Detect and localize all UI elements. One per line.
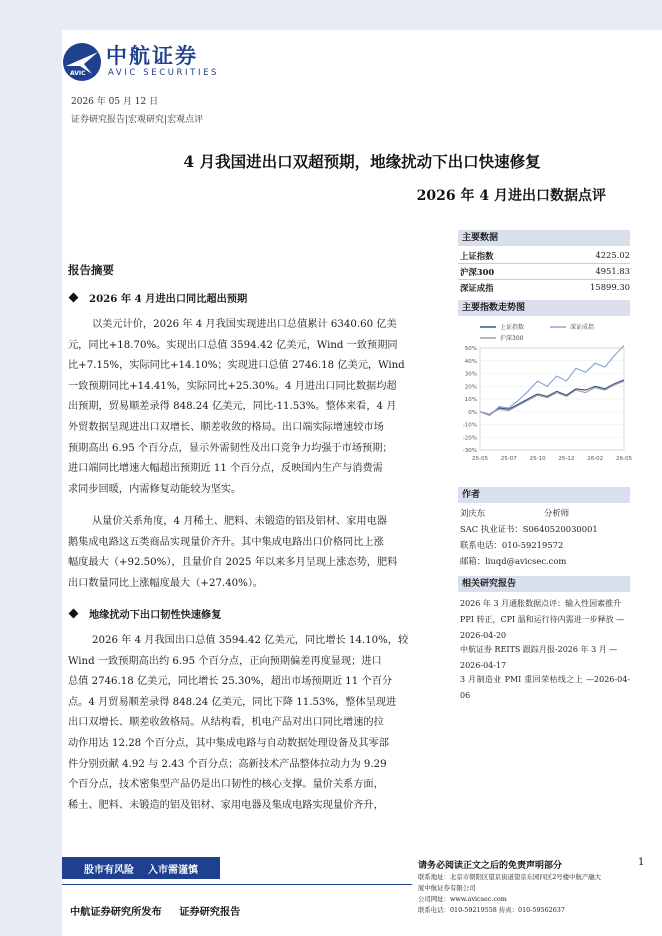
body-text-line: 外贸数据呈现进出口双增长、顺差收敛的格局。出口端实际增速较市场: [68, 421, 384, 433]
related-heading: 相关研究报告: [458, 576, 630, 592]
body-text-line: 个百分点，技术密集型产品仍是出口韧性的核心支撑。量价关系方面，: [68, 779, 384, 791]
y-tick-label: -10%: [462, 422, 477, 429]
risk-warning-banner: [62, 857, 220, 879]
body-text-line: 比+7.15%，实际同比+14.10%；实现进口总值 2746.18 亿美元，Wind: [68, 360, 405, 372]
brand-name-en: AVIC SECURITIES: [108, 68, 220, 78]
trend-chart-heading: 主要指数走势图: [458, 300, 630, 316]
related-report-line: 2026-04-20: [460, 631, 507, 640]
body-text-line: 鹅集成电路这五类商品实现量价齐升。其中集成电路出口价格同比上涨: [68, 536, 384, 548]
report-subtitle: 2026 年 4 月进出口数据点评: [416, 188, 606, 204]
body-paragraph-3: [68, 631, 448, 816]
report-type: 证券研究报告: [179, 906, 241, 918]
index-trend-chart: [458, 318, 630, 468]
body-text-line: 求同步回暖，内需修复动能较为坚实。: [68, 483, 242, 495]
related-report-line: 3 月制造业 PMI 重回荣枯线之上 —2026-04-06: [460, 675, 630, 700]
address-line: 联系地址：北京市朝阳区望京街道望京东园四区2号楼中航产融大: [418, 873, 602, 881]
x-tick-label: 25-12: [558, 456, 575, 462]
body-text-line: 件分别贡献 4.92 与 2.43 个百分点；高新技术产品整体拉动力为 9.29: [68, 758, 387, 770]
author-heading: 作者: [458, 487, 630, 503]
body-text-line: 出口双增长、顺差收敛格局。从结构看，机电产品对出口同比增速的拉: [68, 717, 384, 729]
footer-publisher: [70, 903, 240, 918]
body-text-line: 总值 2746.18 亿美元，同比增长 25.30%，超出市场预期近 11 个百分: [68, 676, 393, 688]
y-tick-label: -20%: [462, 435, 477, 442]
left-color-band: [0, 0, 62, 936]
index-name: 上证指数: [460, 251, 494, 261]
body-text-line: 点。4 月贸易顺差录得 848.24 亿美元，同比下降 11.53%，整体呈现进: [68, 696, 397, 708]
report-date: 2026 年 05 月 12 日: [71, 97, 159, 107]
author-phone: 联系电话：010-59219572: [460, 540, 564, 550]
body-text-line: 以美元计价，2026 年 4 月我国实现进出口总值累计 6340.60 亿美: [92, 319, 397, 330]
body-text-line: 元，同比+18.70%。实现出口总值 3594.42 亿美元，Wind 一致预期同: [68, 339, 398, 351]
x-tick-label: 26-05: [616, 456, 632, 462]
y-tick-label: 10%: [464, 397, 477, 403]
summary-label: 报告摘要: [68, 263, 114, 277]
x-tick-label: 25-05: [472, 456, 488, 462]
related-report-3[interactable]: [460, 672, 630, 704]
key-data-row: [460, 250, 630, 262]
body-text-line: 从量价关系角度，4 月稀土、肥料、未锻造的铝及铝材、家用电器: [92, 516, 387, 527]
section-heading-2: [70, 606, 221, 621]
related-report-line: 2026 年 3 月通胀数据点评：输入性因素推升: [460, 599, 622, 608]
address-line: 联系电话：010-59219558 传真：010-59562637: [418, 906, 565, 914]
diamond-bullet-icon: [69, 293, 79, 303]
body-text-line: 稀土、肥料、未锻造的铝及铝材、家用电器及集成电路实现量价齐升，: [68, 799, 384, 811]
index-value: 15899.30: [590, 282, 630, 292]
y-tick-label: 50%: [464, 346, 477, 352]
body-text-line: 预期高出 6.95 个百分点，显示外需韧性及出口竞争力均强于市场预期；: [68, 442, 393, 454]
index-name: 沪深300: [460, 267, 495, 277]
contact-address: [418, 872, 632, 916]
body-paragraph-1: [68, 315, 448, 500]
author-sac: SAC 执业证书：S0640520030001: [460, 524, 598, 534]
divider: [458, 263, 630, 264]
related-report-line: 2026-04-17: [460, 661, 507, 670]
disclaimer-note: 请务必阅读正文之后的免责声明部分: [418, 861, 563, 871]
top-color-band: [62, 0, 662, 30]
related-report-line: 中航证券 REITS 跟踪月报-2026 年 3 月 —: [460, 645, 618, 654]
page-number: 1: [638, 857, 645, 868]
body-paragraph-2: [68, 512, 448, 594]
x-tick-label: 25-07: [500, 456, 517, 462]
y-tick-label: -30%: [462, 448, 477, 454]
related-report-2[interactable]: [460, 642, 630, 674]
footer-divider: [62, 884, 412, 885]
brand-name-cn: 中航证券: [106, 44, 198, 68]
related-report-1[interactable]: [460, 596, 630, 644]
author-email: 邮箱：liuqd@avicsec.com: [460, 556, 567, 566]
x-tick-label: 26-02: [587, 456, 604, 462]
avic-plane-icon: [62, 42, 102, 82]
publisher-name: 中航证券研究所发布: [70, 906, 162, 918]
section-heading-text: 地缘扰动下出口韧性快速修复: [89, 609, 222, 621]
related-report-line: PPI 转正，CPI 温和运行待内需进一步释放 —: [460, 615, 625, 624]
author-name: 刘庆东: [460, 508, 486, 518]
section-heading-text: 2026 年 4 月进出口同比超出预期: [89, 293, 248, 305]
legend-label: 深证成指: [570, 324, 595, 331]
body-text-line: 出预期，贸易顺差录得 848.24 亿美元，同比-11.53%。整体来看，4 月: [68, 401, 397, 413]
logo-badge: AVIC: [70, 70, 86, 77]
legend-label: 上证指数: [500, 324, 525, 331]
index-value: 4225.02: [595, 250, 630, 260]
key-data-row: [460, 282, 630, 294]
address-line: 公司网址：www.avicsec.com: [418, 895, 507, 903]
y-tick-label: 40%: [464, 358, 477, 365]
body-text-line: 进口端同比增速大幅超出预期近 11 个百分点，反映国内生产与消费需: [68, 463, 383, 475]
author-role: 分析师: [544, 508, 570, 518]
y-tick-label: 20%: [464, 384, 477, 391]
x-tick-label: 25-10: [529, 456, 546, 462]
report-category: 证券研究报告|宏观研究|宏观点评: [71, 115, 204, 125]
diamond-bullet-icon: [69, 609, 79, 619]
company-logo: [62, 38, 232, 86]
body-text-line: 出口数量同比上涨幅度最大（+27.40%）。: [68, 577, 264, 589]
series-line-1: [480, 346, 624, 416]
body-text-line: Wind 一致预期高出约 6.95 个百分点，正向预期偏差再度显现；进口: [68, 655, 382, 667]
index-value: 4951.83: [595, 266, 630, 276]
body-text-line: 幅度最大（+92.50%），且量价自 2025 年以来多月呈现上涨态势，肥料: [68, 557, 398, 569]
body-text-line: 2026 年 4 月我国出口总值 3594.42 亿美元，同比增长 14.10%，较: [92, 635, 409, 646]
risk-text-a: 股市有风险: [84, 864, 134, 876]
key-data-row: [460, 266, 630, 278]
report-title: 4 月我国进出口双超预期，地缘扰动下出口快速修复: [183, 152, 541, 171]
y-tick-label: 0%: [468, 409, 477, 416]
section-heading-1: [70, 290, 247, 305]
legend-label: 沪深300: [500, 335, 524, 342]
body-text-line: 一致预期同比+14.41%，实际同比+25.30%。4 月进出口同比数据均超: [68, 380, 397, 392]
address-line: 厦中航证券有限公司: [418, 884, 476, 892]
body-text-line: 动作用达 12.28 个百分点，其中集成电路与自动数据处理设备及其零部: [68, 737, 389, 749]
y-tick-label: 30%: [464, 371, 477, 378]
risk-text-b: 入市需谨慎: [148, 864, 198, 876]
index-name: 深证成指: [460, 283, 494, 293]
key-data-heading: 主要数据: [458, 230, 630, 246]
divider: [458, 279, 630, 280]
